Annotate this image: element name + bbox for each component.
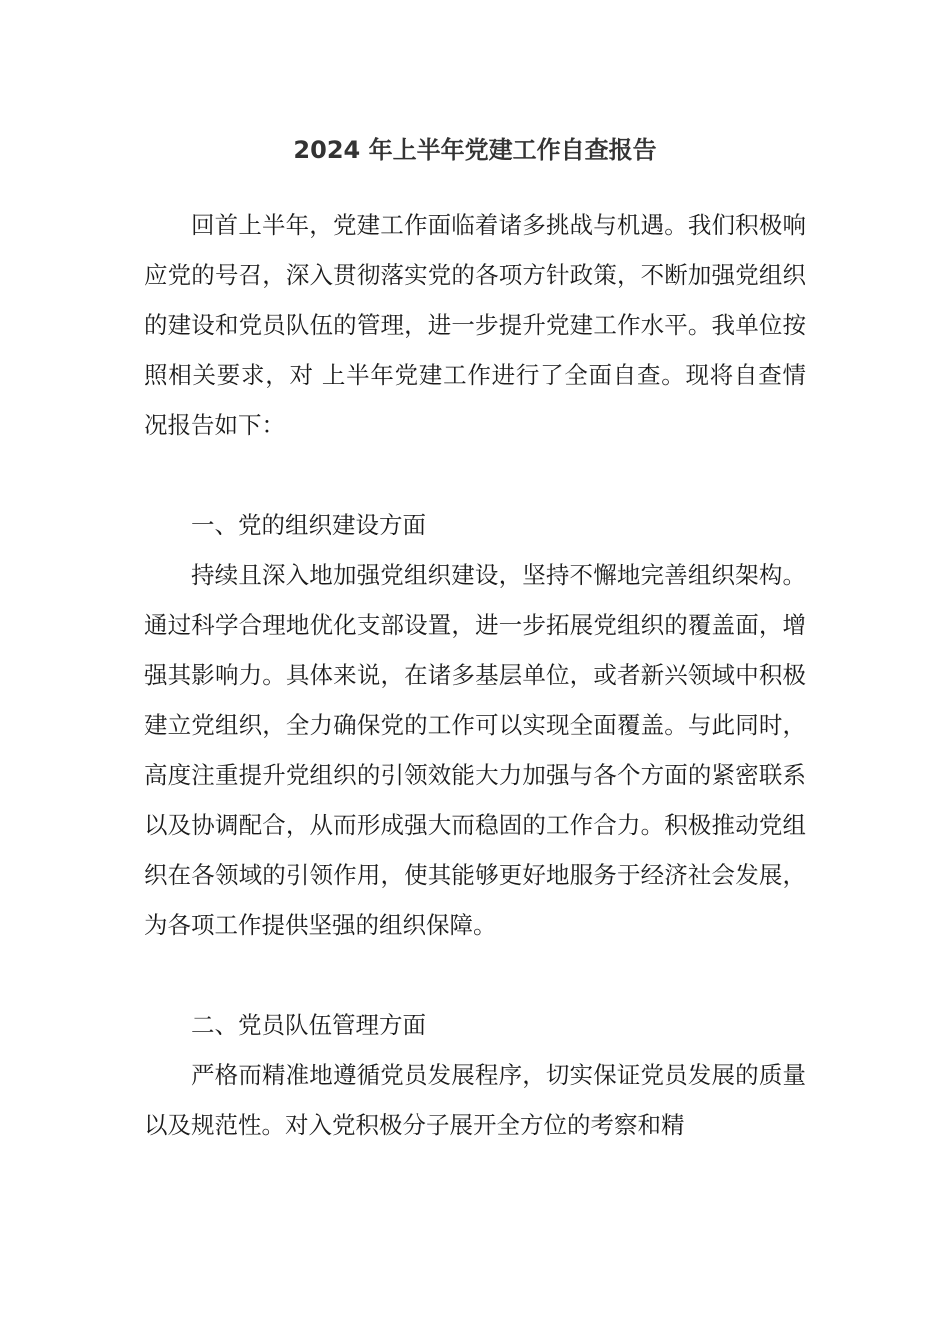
document-title: 2024 年上半年党建工作自查报告	[293, 136, 657, 164]
section-body-organization: 持续且深入地加强党组织建设，坚持不懈地完善组织架构。通过科学合理地优化支部设置，进一步拓展党组织的覆盖面，增强其影响力。具体来说，在诸多基层单位，或者新兴领域中积极建立党组织，全力确保党的工作可以实现全面覆盖。与此同时，高度注重提升党组织的引领效能大力加强与各个方面的紧密联系以及协调配合，从而形成强大而稳固的工作合力。积极推动党组织在各领域的引领作用，使其能够更好地服务于经济社会发展，为各项工作提供坚强的组织保障。	[144, 561, 806, 939]
intro-paragraph: 回首上半年，党建工作面临着诸多挑战与机遇。我们积极响应党的号召，深入贯彻落实党的各项方针政策，不断加强党组织的建设和党员队伍的管理，进一步提升党建工作水平。我单位按照相关要求，对 上半年党建工作进行了全面自查。现将自查情况报告如下：	[144, 211, 806, 439]
section-heading-organization: 一、党的组织建设方面	[191, 511, 426, 539]
section-gap	[144, 450, 806, 500]
section-body-members: 严格而精准地遵循党员发展程序，切实保证党员发展的质量以及规范性。对入党积极分子展开全方位的考察和精	[144, 1061, 806, 1139]
section-heading-members: 二、党员队伍管理方面	[191, 1011, 426, 1039]
document-body	[144, 200, 806, 1150]
section-gap	[144, 950, 806, 1000]
